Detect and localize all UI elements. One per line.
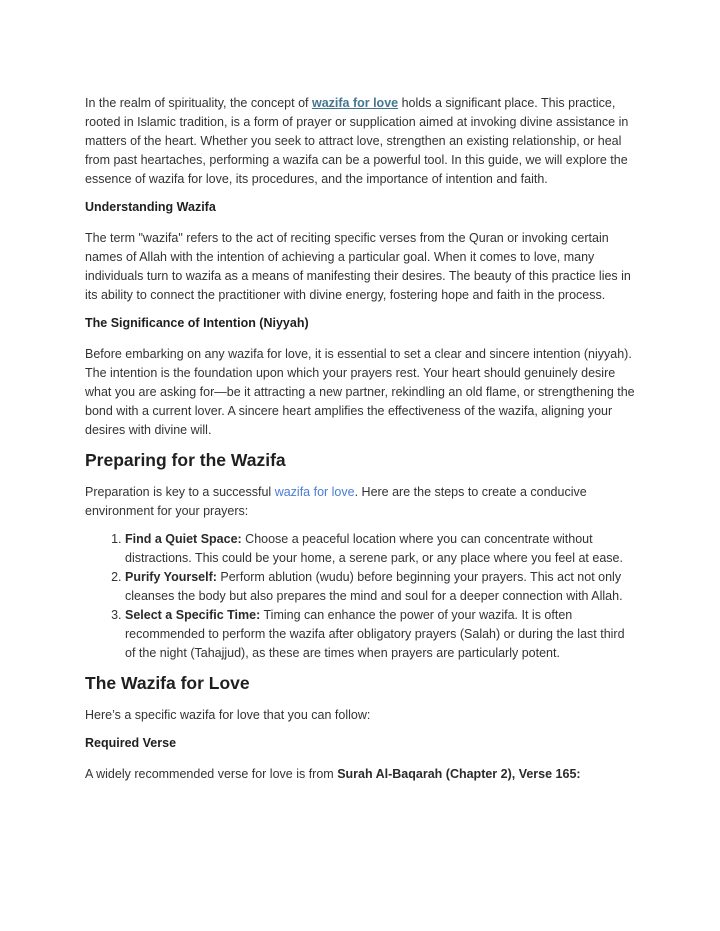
follow-paragraph: Here’s a specific wazifa for love that you can follow: [85, 708, 371, 722]
list-item-text: Perform ablution (wudu) before beginning your prayers. This act not only cleanses the body but also prepares the mind and soul for a deeper connection with Allah. [125, 570, 623, 603]
intro-paragraph [85, 94, 638, 189]
verse-text-before: A widely recommended verse for love is from [85, 767, 338, 781]
preparation-paragraph [85, 483, 638, 521]
intro-text-after: holds a significant place. This practice, rooted in Islamic tradition, is a form of prayer or supplication aimed at invoking divine assistance in matters of the heart. Whether you seek to attract love, strengthen an existing relationship, or heal from past heartaches, performing a wazifa can be a powerful tool. In this guide, we will explore the essence of wazifa for love, its procedures, and the importance of intention and faith. [85, 96, 629, 186]
list-item-title: Find a Quiet Space: [125, 532, 242, 546]
list-item-text: Timing can enhance the power of your wazifa. It is often recommended to perform the wazifa after obligatory prayers (Salah) or during the last third of the night (Tahajjud), as these are times when prayers are particularly potent. [125, 608, 625, 660]
wazifa-for-love-link-preparation[interactable]: wazifa for love [274, 485, 355, 499]
heading-understanding-wazifa: Understanding Wazifa [85, 200, 216, 214]
wazifa-for-love-link-intro[interactable]: wazifa for love [311, 96, 399, 110]
preparation-text-after: . Here are the steps to create a conducive environment for your prayers: [85, 485, 587, 518]
verse-paragraph [85, 765, 638, 784]
understanding-paragraph: The term "wazifa" refers to the act of reciting specific verses from the Quran or invoking certain names of Allah with the intention of achieving a particular goal. When it comes to love, many individuals turn to wazifa as a means of manifesting their desires. The beauty of this practice lies in its ability to connect the practitioner with divine energy, fostering hope and faith in the process. [85, 231, 631, 302]
heading-required-verse: Required Verse [85, 736, 177, 750]
list-item-purify-yourself [125, 568, 638, 606]
list-item-title: Select a Specific Time: [125, 608, 261, 622]
heading-preparing-for-the-wazifa: Preparing for the Wazifa [85, 450, 286, 470]
list-item-select-specific-time [125, 606, 638, 663]
intention-paragraph: Before embarking on any wazifa for love, it is essential to set a clear and sincere intention (niyyah). The intention is the foundation upon which your prayers rest. Your heart should genuinely desire what you are asking for—be it attracting a new partner, rekindling an old flame, or strengthening the bond with a current lover. A sincere heart amplifies the effectiveness of the wazifa, aligning your desires with divine will. [85, 347, 635, 437]
heading-the-wazifa-for-love: The Wazifa for Love [85, 673, 250, 693]
verse-reference: Surah Al-Baqarah (Chapter 2), Verse 165: [337, 767, 581, 781]
heading-significance-of-intention: The Significance of Intention (Niyyah) [85, 316, 309, 330]
list-item-find-quiet-space [125, 530, 638, 568]
list-item-text: Choose a peaceful location where you can concentrate without distractions. This could be your home, a serene park, or any place where you feel at ease. [125, 532, 623, 565]
intro-text-before: In the realm of spirituality, the concept of [85, 96, 312, 110]
preparation-text-before: Preparation is key to a successful [85, 485, 275, 499]
preparation-steps-list [85, 530, 638, 663]
list-item-title: Purify Yourself: [125, 570, 217, 584]
